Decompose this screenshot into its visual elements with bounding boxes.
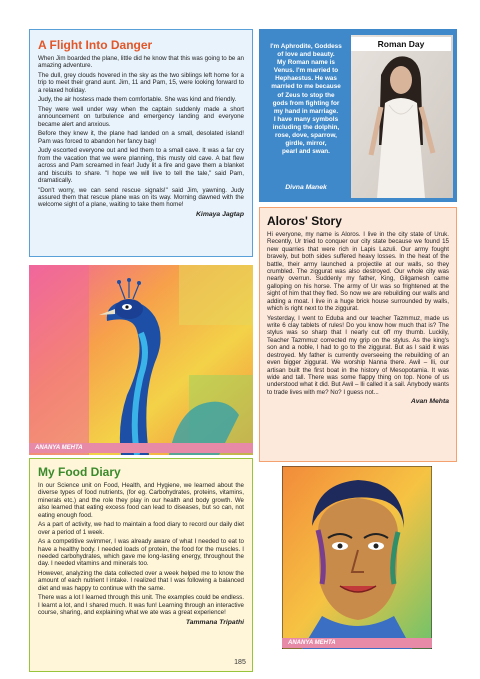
- story-paragraph: Yesterday, I went to Eduba and our teacher Tazmmuz, made us write 6 clay tablets of rules! Do you know how much that is? The stylus was so sharp that I nearly cut off my thumb. Luckily, Teacher Tazmmuz corrected my grip on the stylus. As the king's son and a noble, I had to go to the ziggurat. But as I said it was destroyed. My father is currently overseeing the rebuilding of an even bigger ziggurat. We worship Nanna there. Awil – Ili, our artisan built the first boat in the history of Mesopotamia. It was wide and tall. There was some flappy thing on top. None of us understood what it did. But Awil – Ili called it a sail. Anybody wants to trade lives with me? No? I guess not...: [267, 314, 449, 396]
- portrait-painting: [282, 466, 432, 649]
- roman-line: I have many symbols: [273, 115, 339, 123]
- portrait-painting-image: [282, 466, 432, 649]
- story-food-diary: [29, 458, 253, 672]
- story-paragraph: Before they knew it, the plane had landed on a small, desolated island! Pam was forced to abandon her fancy bag!: [38, 130, 244, 145]
- story-title: Aloros' Story: [267, 214, 342, 228]
- roman-line: of Zeus to stop the: [277, 91, 335, 99]
- story-paragraph: In our Science unit on Food, Health, and Hygiene, we learned about the diverse types of food nutrients, (for eg. Carbohydrates, proteins, vitamins, minerals etc.) and the role they play in our health and body growth. We also learned that eating excess food can lead to diseases, but so can, not eating enough food.: [38, 482, 244, 519]
- roman-line: gods from fighting for: [272, 99, 340, 107]
- roman-line: of love and beauty.: [277, 51, 335, 59]
- roman-line: I'm Aphrodite, Goddess: [270, 43, 342, 50]
- story-paragraph: Judy escorted everyone out and led them to a small cave. It was a far cry from the vacation that we were planning, this musty old cave. A bat flew across and Pam screamed in fear! Judy lit a fire and gave them a blanket and biscuits to share. "I hope we will live to tell the tale," said Pam, dramatically.: [38, 147, 244, 185]
- aphrodite-costume-photo: [351, 35, 453, 198]
- peacock-painting: [29, 265, 253, 455]
- story-title: A Flight Into Danger: [38, 38, 153, 52]
- roman-day-author: Divna Manek: [285, 184, 327, 191]
- roman-line: including the dolphin,: [272, 123, 340, 131]
- roman-line: My Roman name is: [277, 59, 335, 67]
- story-paragraph: Judy, the air hostess made them comfortable. She was kind and friendly.: [38, 96, 237, 104]
- peacock-painting-image: [29, 265, 253, 455]
- story-paragraph: They were well under way when the captain suddenly made a short announcement on turbulence and emergency landing and everyone became alert and anxious.: [38, 106, 244, 128]
- story-paragraph: "Don't worry, we can send rescue signals!" said Jim, yawning. Judy assured them that rescue plane was on its way. Morning dawned with the welcome sight of a plane, waiting to take them home!: [38, 186, 244, 209]
- roman-line: pearl and swan.: [282, 148, 330, 156]
- roman-line: girdle, mirror,: [285, 140, 327, 148]
- peacock-painting-caption: ANANYA MEHTA: [29, 443, 253, 453]
- story-paragraph: As a part of activity, we had to maintain a food diary to record our daily diet over a period of 1 week.: [38, 521, 244, 536]
- story-paragraph: However, analyzing the data collected over a week helped me to know the amount of each nutrient I intake. I realized that I was following a balanced diet and was happy to continue with the same.: [38, 570, 244, 592]
- roman-line: my hand in marriage.: [273, 107, 339, 115]
- story-author: Kimaya Jagtap: [196, 211, 244, 219]
- story-aloros: [259, 207, 457, 462]
- story-paragraph: There was a lot I learned through this unit. The examples could be endless. I learnt a lot, and I shared much. It was fun! Learning through an interactive course, sharing, and explaining what we ate was a great experience!: [38, 594, 244, 617]
- roman-line: married to me because: [271, 83, 341, 91]
- story-paragraph: The dull, grey clouds hovered in the sky as the two siblings left home for a trip to meet their grand aunt. Jim, 11 and Pam, 15, were looking forward to a relaxed holiday.: [38, 72, 244, 94]
- story-flight-into-danger: [29, 29, 253, 257]
- page-number: 185: [234, 659, 246, 666]
- story-author: Tammana Tripathi: [185, 618, 244, 626]
- roman-day-label: Roman Day: [351, 37, 451, 51]
- story-paragraph: As a competitive swimmer, I was already aware of what I needed to eat to have a healthy body. I needed loads of protein, the food for the muscles. I needed carbohydrates, which gave me long-lasting energy, throughout the day. I needed vitamins and minerals too.: [38, 538, 244, 568]
- portrait-painting-caption: ANANYA MEHTA: [282, 638, 432, 648]
- story-paragraph: Hi everyone, my name is Aloros. I live in the city state of Uruk. Recently, Ur tried to conquer our city state because we found 15 new quarries that were rich in Lapis Lazuli. Our army fought bravely, but both sides suffered heavy losses. In the heat of the battle, their army launched a projectile at our walls, so they crumbled. The ziggurat was also destroyed. Our whole city was nearly overrun. Suddenly my father, King, Gilgamesh came galloping on his horse. The army of Ur was so frightened at the sight of him that they fled. So now we are rebuilding our walls and adding a moat. I live in a huge brick house surrounded by walls, which is right next to the ziggurat.: [267, 231, 449, 313]
- story-paragraph: When Jim boarded the plane, little did he know that this was going to be an amazing adventure.: [38, 55, 244, 70]
- roman-day-panel: [259, 29, 457, 202]
- roman-line: Hephaestus. He was: [275, 75, 337, 83]
- roman-line: Venus. I'm married to: [273, 67, 339, 75]
- roman-day-text: [263, 43, 349, 156]
- roman-line: rose, dove, sparrow,: [275, 132, 337, 140]
- story-author: Avan Mehta: [410, 398, 449, 406]
- story-title: My Food Diary: [38, 465, 121, 479]
